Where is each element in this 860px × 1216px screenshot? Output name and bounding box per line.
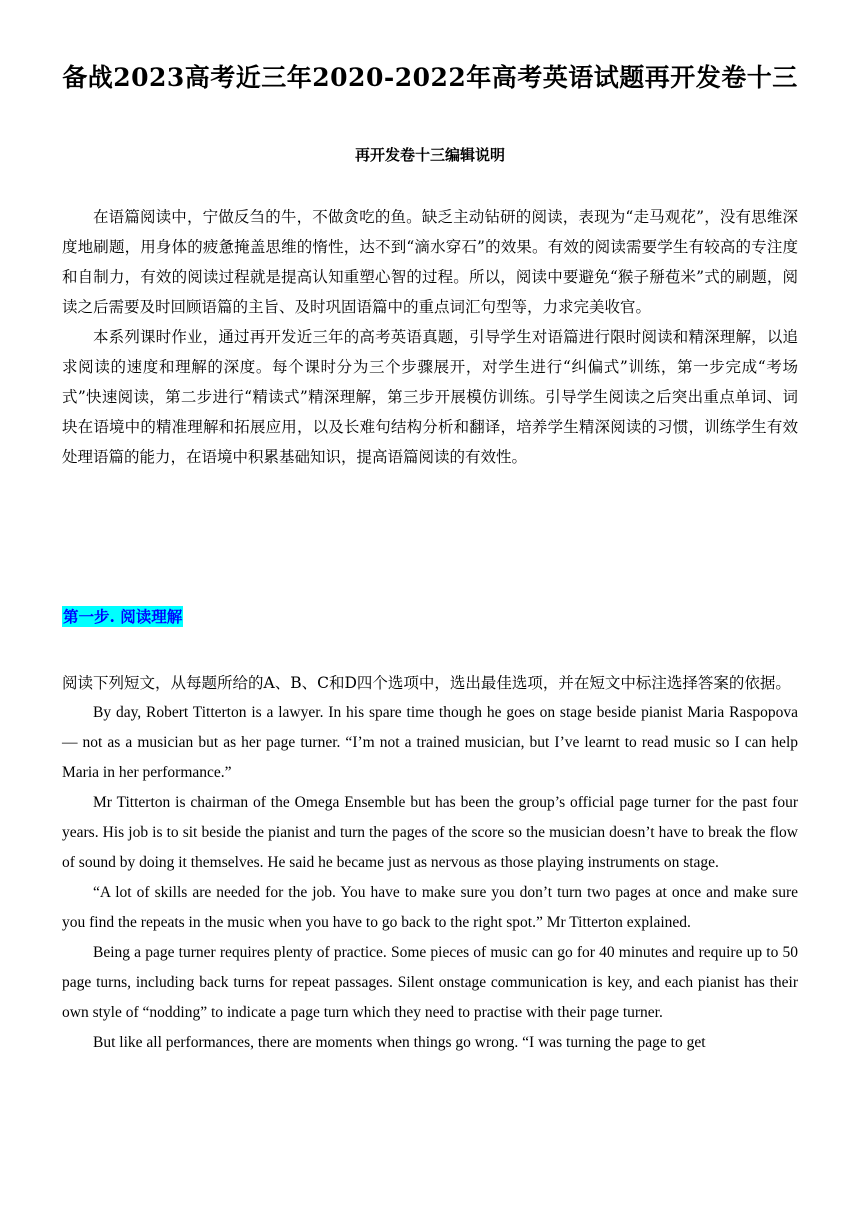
passage-paragraph: Mr Titterton is chairman of the Omega Ensemble but has been the group’s official page turner for the past four years. His job is to sit beside the pianist and turn the pages of the score so the musician doesn’t have to break the flow of sound by doing it themselves. He said he became just as nervous as those playing instruments on stage. <box>62 794 798 871</box>
step-heading <box>62 604 183 630</box>
passage-paragraph: But like all performances, there are moments when things go wrong. “I was turning the page to get <box>93 1034 706 1051</box>
document-title: 备战2023高考近三年2020-2022年高考英语试题再开发卷十三 <box>62 63 798 92</box>
passage-paragraph: “A lot of skills are needed for the job. You have to make sure you don’t turn two pages at once and make sure you find the repeats in the music when you have to go back to the right spot.” Mr Titterton explained. <box>62 884 798 931</box>
intro-section <box>62 202 798 472</box>
reading-passage <box>62 698 798 1058</box>
intro-paragraph: 本系列课时作业，通过再开发近三年的高考英语真题，引导学生对语篇进行限时阅读和精深理解，以追求阅读的速度和理解的深度。每个课时分为三个步骤展开，对学生进行“纠偏式”训练，第一步完成“考场式”快速阅读，第二步进行“精读式”精深理解，第三步开展模仿训练。引导学生阅读之后突出重点单词、词块在语境中的精准理解和拓展应用，以及长难句结构分析和翻译，培养学生精深阅读的习惯，训练学生有效处理语篇的能力，在语境中积累基础知识，提高语篇阅读的有效性。 <box>62 328 798 466</box>
reading-instruction: 阅读下列短文，从每题所给的A、B、C和D四个选项中，选出最佳选项，并在短文中标注选择答案的依据。 <box>62 674 791 692</box>
document-subtitle: 再开发卷十三编辑说明 <box>354 146 505 164</box>
passage-paragraph: By day, Robert Titterton is a lawyer. In his spare time though he goes on stage beside pianist Maria Raspopova — not as a musician but as her page turner. “I’m not a trained musician, but I’ve learnt to read music so I can help Maria in her performance.” <box>62 704 798 781</box>
intro-paragraph: 在语篇阅读中，宁做反刍的牛，不做贪吃的鱼。缺乏主动钻研的阅读，表现为“走马观花”，没有思维深度地刷题，用身体的疲惫掩盖思维的惰性，达不到“滴水穿石”的效果。有效的阅读需要学生有较高的专注度和自制力，有效的阅读过程就是提高认知重塑心智的过程。所以，阅读中要避免“猴子掰苞米”式的刷题，阅读之后需要及时回顾语篇的主旨、及时巩固语篇中的重点词汇句型等，力求完美收官。 <box>62 208 798 316</box>
step-heading-label: 第一步. 阅读理解 <box>63 607 183 626</box>
passage-paragraph: Being a page turner requires plenty of practice. Some pieces of music can go for 40 minutes and require up to 50 page turns, including back turns for repeat passages. Silent onstage communication is key, and each pianist has their own style of “nodding” to indicate a page turn which they need to practise with their page turner. <box>62 944 798 1021</box>
